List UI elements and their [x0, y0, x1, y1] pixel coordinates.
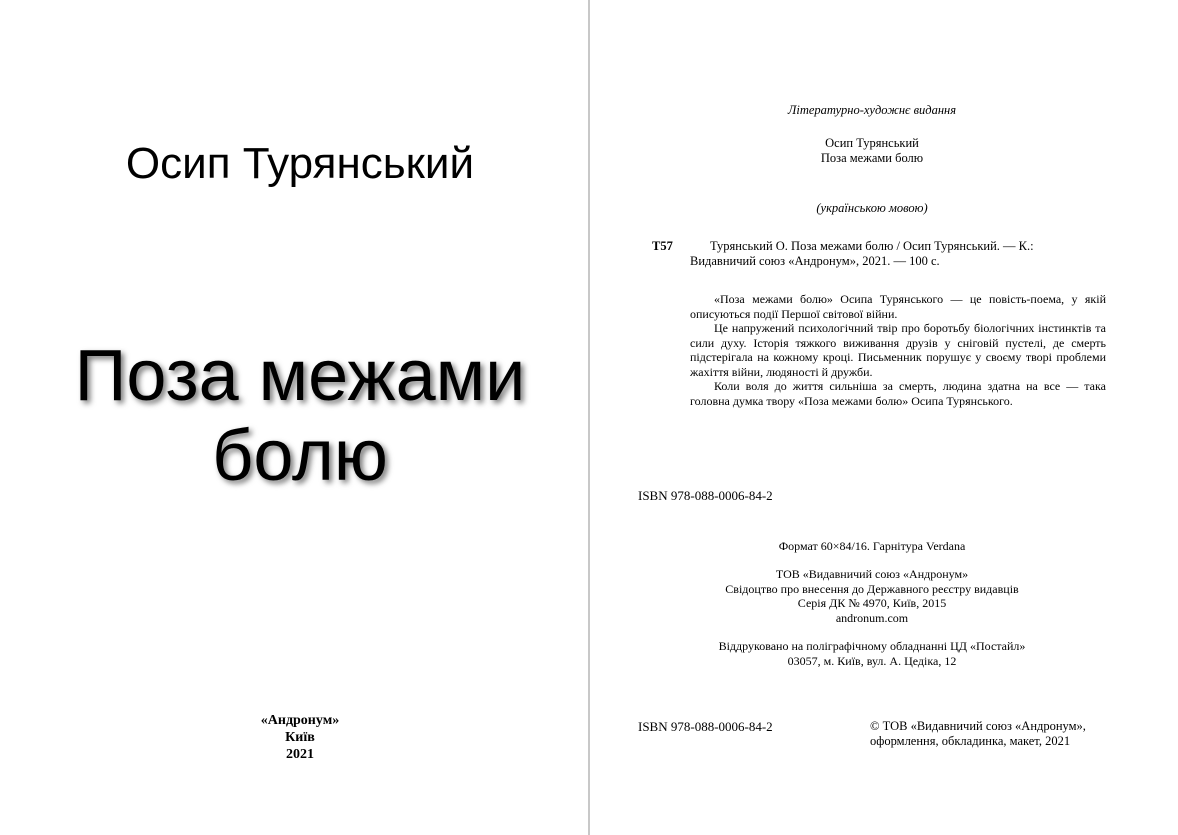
bibliographic-entry	[690, 239, 1106, 269]
isbn-bottom: ISBN 978-088-0006-84-2	[638, 719, 773, 734]
cover-imprint	[0, 712, 600, 763]
index-code: Т57	[652, 239, 673, 253]
right-page	[590, 0, 1178, 835]
copyright-line-2: оформлення, обкладинка, макет, 2021	[870, 734, 1071, 748]
imprint-author: Осип Турянський	[825, 136, 919, 150]
bibliographic-line-1: Турянський О. Поза межами болю / Осип Турянський. — К.:	[710, 239, 1034, 253]
annotation-paragraph-1: «Поза межами болю» Осипа Турянського — це повість-поема, у якій описуються події Першої світової війни.	[690, 292, 1106, 321]
cover-city: Київ	[285, 730, 315, 745]
publisher-line-2: Свідоцтво про внесення до Державного реєстру видавців	[725, 581, 1019, 596]
cover-author: Осип Турянський	[125, 139, 475, 188]
publisher-website: andronum.com	[835, 610, 909, 625]
imprint-title: Поза межами болю	[820, 151, 924, 165]
printed-line-2: 03057, м. Київ, вул. А. Цедіка, 12	[787, 653, 957, 668]
annotation-paragraph-2: Це напружений психологічний твір про боротьбу біологічних інстинктів та сили духу. Історія тяжкого виживання друзів у сніговій пустелі, де смерть підстерігала на кожному кроці. Письменник порушує у своєму творі проблеми жахіття війни, людяності й дружби.	[690, 321, 1106, 379]
cover-title	[0, 336, 600, 496]
cover-title-line-1: Поза межами	[74, 336, 526, 416]
cover-title-line-2: болю	[212, 416, 388, 496]
cover-publisher: «Андронум»	[260, 713, 340, 728]
copyright	[870, 719, 1106, 749]
author-title-block	[590, 136, 1154, 166]
annotation-paragraph-3: Коли воля до життя сильніша за смерть, людина здатна на все — така головна думка твору «Поза межами болю» Осипа Турянського.	[690, 379, 1106, 408]
publisher-line-1: ТОВ «Видавничий союз «Андронум»	[775, 567, 969, 581]
printed-line-1: Віддруковано на поліграфічному обладнанні ЦД «Постайл»	[718, 639, 1026, 653]
isbn-top: ISBN 978-088-0006-84-2	[638, 488, 773, 503]
bibliographic-line-2: Видавничий союз «Андронум», 2021. — 100 с.	[690, 254, 940, 268]
cover-year: 2021	[286, 747, 314, 762]
printed-block	[590, 639, 1154, 668]
left-page	[0, 0, 588, 835]
format-info: Формат 60×84/16. Гарнітура Verdana	[778, 539, 966, 553]
publisher-block	[590, 567, 1154, 625]
copyright-line-1: © ТОВ «Видавничий союз «Андронум»,	[870, 719, 1086, 733]
language-note: (українською мовою)	[816, 201, 928, 215]
edition-type: Літературно-художнє видання	[787, 103, 957, 117]
annotation	[690, 292, 1106, 408]
publisher-line-3: Серія ДК № 4970, Київ, 2015	[797, 596, 947, 610]
